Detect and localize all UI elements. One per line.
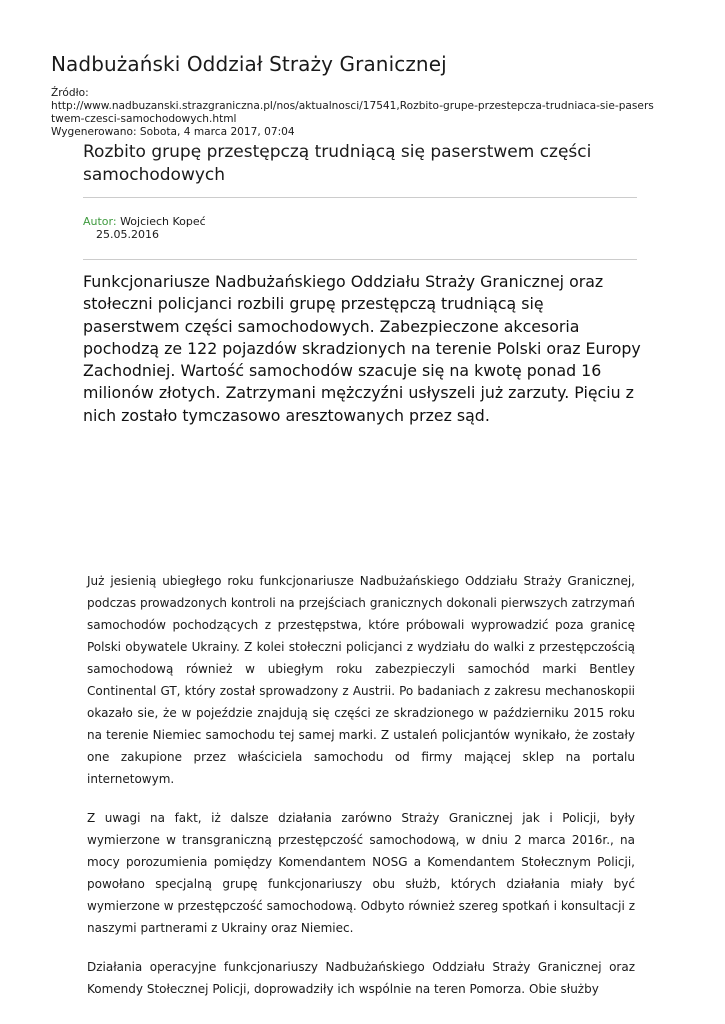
divider-bottom [83,259,637,260]
source-meta [51,87,681,139]
article-body [87,570,635,1017]
body-paragraph: Z uwagi na fakt, iż dalsze działania zarówno Straży Granicznej jak i Policji, były wymierzone w transgraniczną przestępczość samochodową, w dniu 2 marca 2016r., na mocy porozumienia pomiędzy Komendantem NOSG a Komendantem Stołecznym Policji, powołano specjalną grupę funkcjonariuszy obu służb, których działania miały być wymierzone w przestępczość samochodową. Odbyto również szereg spotkań i konsultacji z naszymi partnerami z Ukrainy oraz Niemiec. [87,811,635,935]
source-url-line-2[interactable]: twem-czesci-samochodowych.html [51,113,237,125]
author-name: Wojciech Kopeć [116,215,206,228]
body-paragraph: Już jesienią ubiegłego roku funkcjonariusze Nadbużańskiego Oddziału Straży Granicznej, podczas prowadzonych kontroli na przejściach granicznych dokonali pierwszych zatrzymań samochodów pochodzących z przestępstwa, które próbowali wyprowadzić poza granicę Polski obywatele Ukrainy. Z kolei stołeczni policjanci z wydziału do walki z przestępczością samochodową również w ubiegłym roku zabezpieczyli samochód marki Bentley Continental GT, który został sprowadzony z Austrii. Po badaniach z zakresu mechanoskopii okazało sie, że w pojeździe znajdują się części ze skradzionego w październiku 2015 roku na terenie Niemiec samochodu tej samej marki. Z ustaleń policjantów wynikało, że zostały one zakupione przez właściciela samochodu od firmy mającej sklep na portalu internetowym. [87,574,635,786]
publish-date: 25.05.2016 [96,228,159,241]
source-url-line-1[interactable]: http://www.nadbuzanski.strazgraniczna.pl/nos/aktualnosci/17541,Rozbito-grupe-przestepcza-trudniaca-sie-pasers [51,100,654,112]
author-line [83,215,206,228]
source-label: Źródło: [51,87,89,99]
body-paragraph: Działania operacyjne funkcjonariuszy Nadbużańskiego Oddziału Straży Granicznej oraz Komendy Stołecznej Policji, doprowadziły ich wspólnie na teren Pomorza. Obie służby [87,960,635,996]
author-label: Autor: [83,215,117,228]
article-title: Rozbito grupę przestępczą trudniącą się paserstwem części samochodowych [83,142,592,185]
site-title: Nadbużański Oddział Straży Granicznej [51,52,447,76]
generated-timestamp: Wygenerowano: Sobota, 4 marca 2017, 07:04 [51,126,295,138]
article-lead: Funkcjonariusze Nadbużańskiego Oddziału Straży Granicznej oraz stołeczni policjanci rozbili grupę przestępczą trudniącą się paserstwem części samochodowych. Zabezpieczone akcesoria pochodzą ze 122 pojazdów skradzionych na terenie Polski oraz Europy Zachodniej. Wartość samochodów szacuje się na kwotę ponad 16 milionów złotych. Zatrzymani mężczyźni usłyszeli już zarzuty. Pięciu z nich zostało tymczasowo aresztowanych przez sąd. [83,272,641,425]
divider-top [83,197,637,198]
